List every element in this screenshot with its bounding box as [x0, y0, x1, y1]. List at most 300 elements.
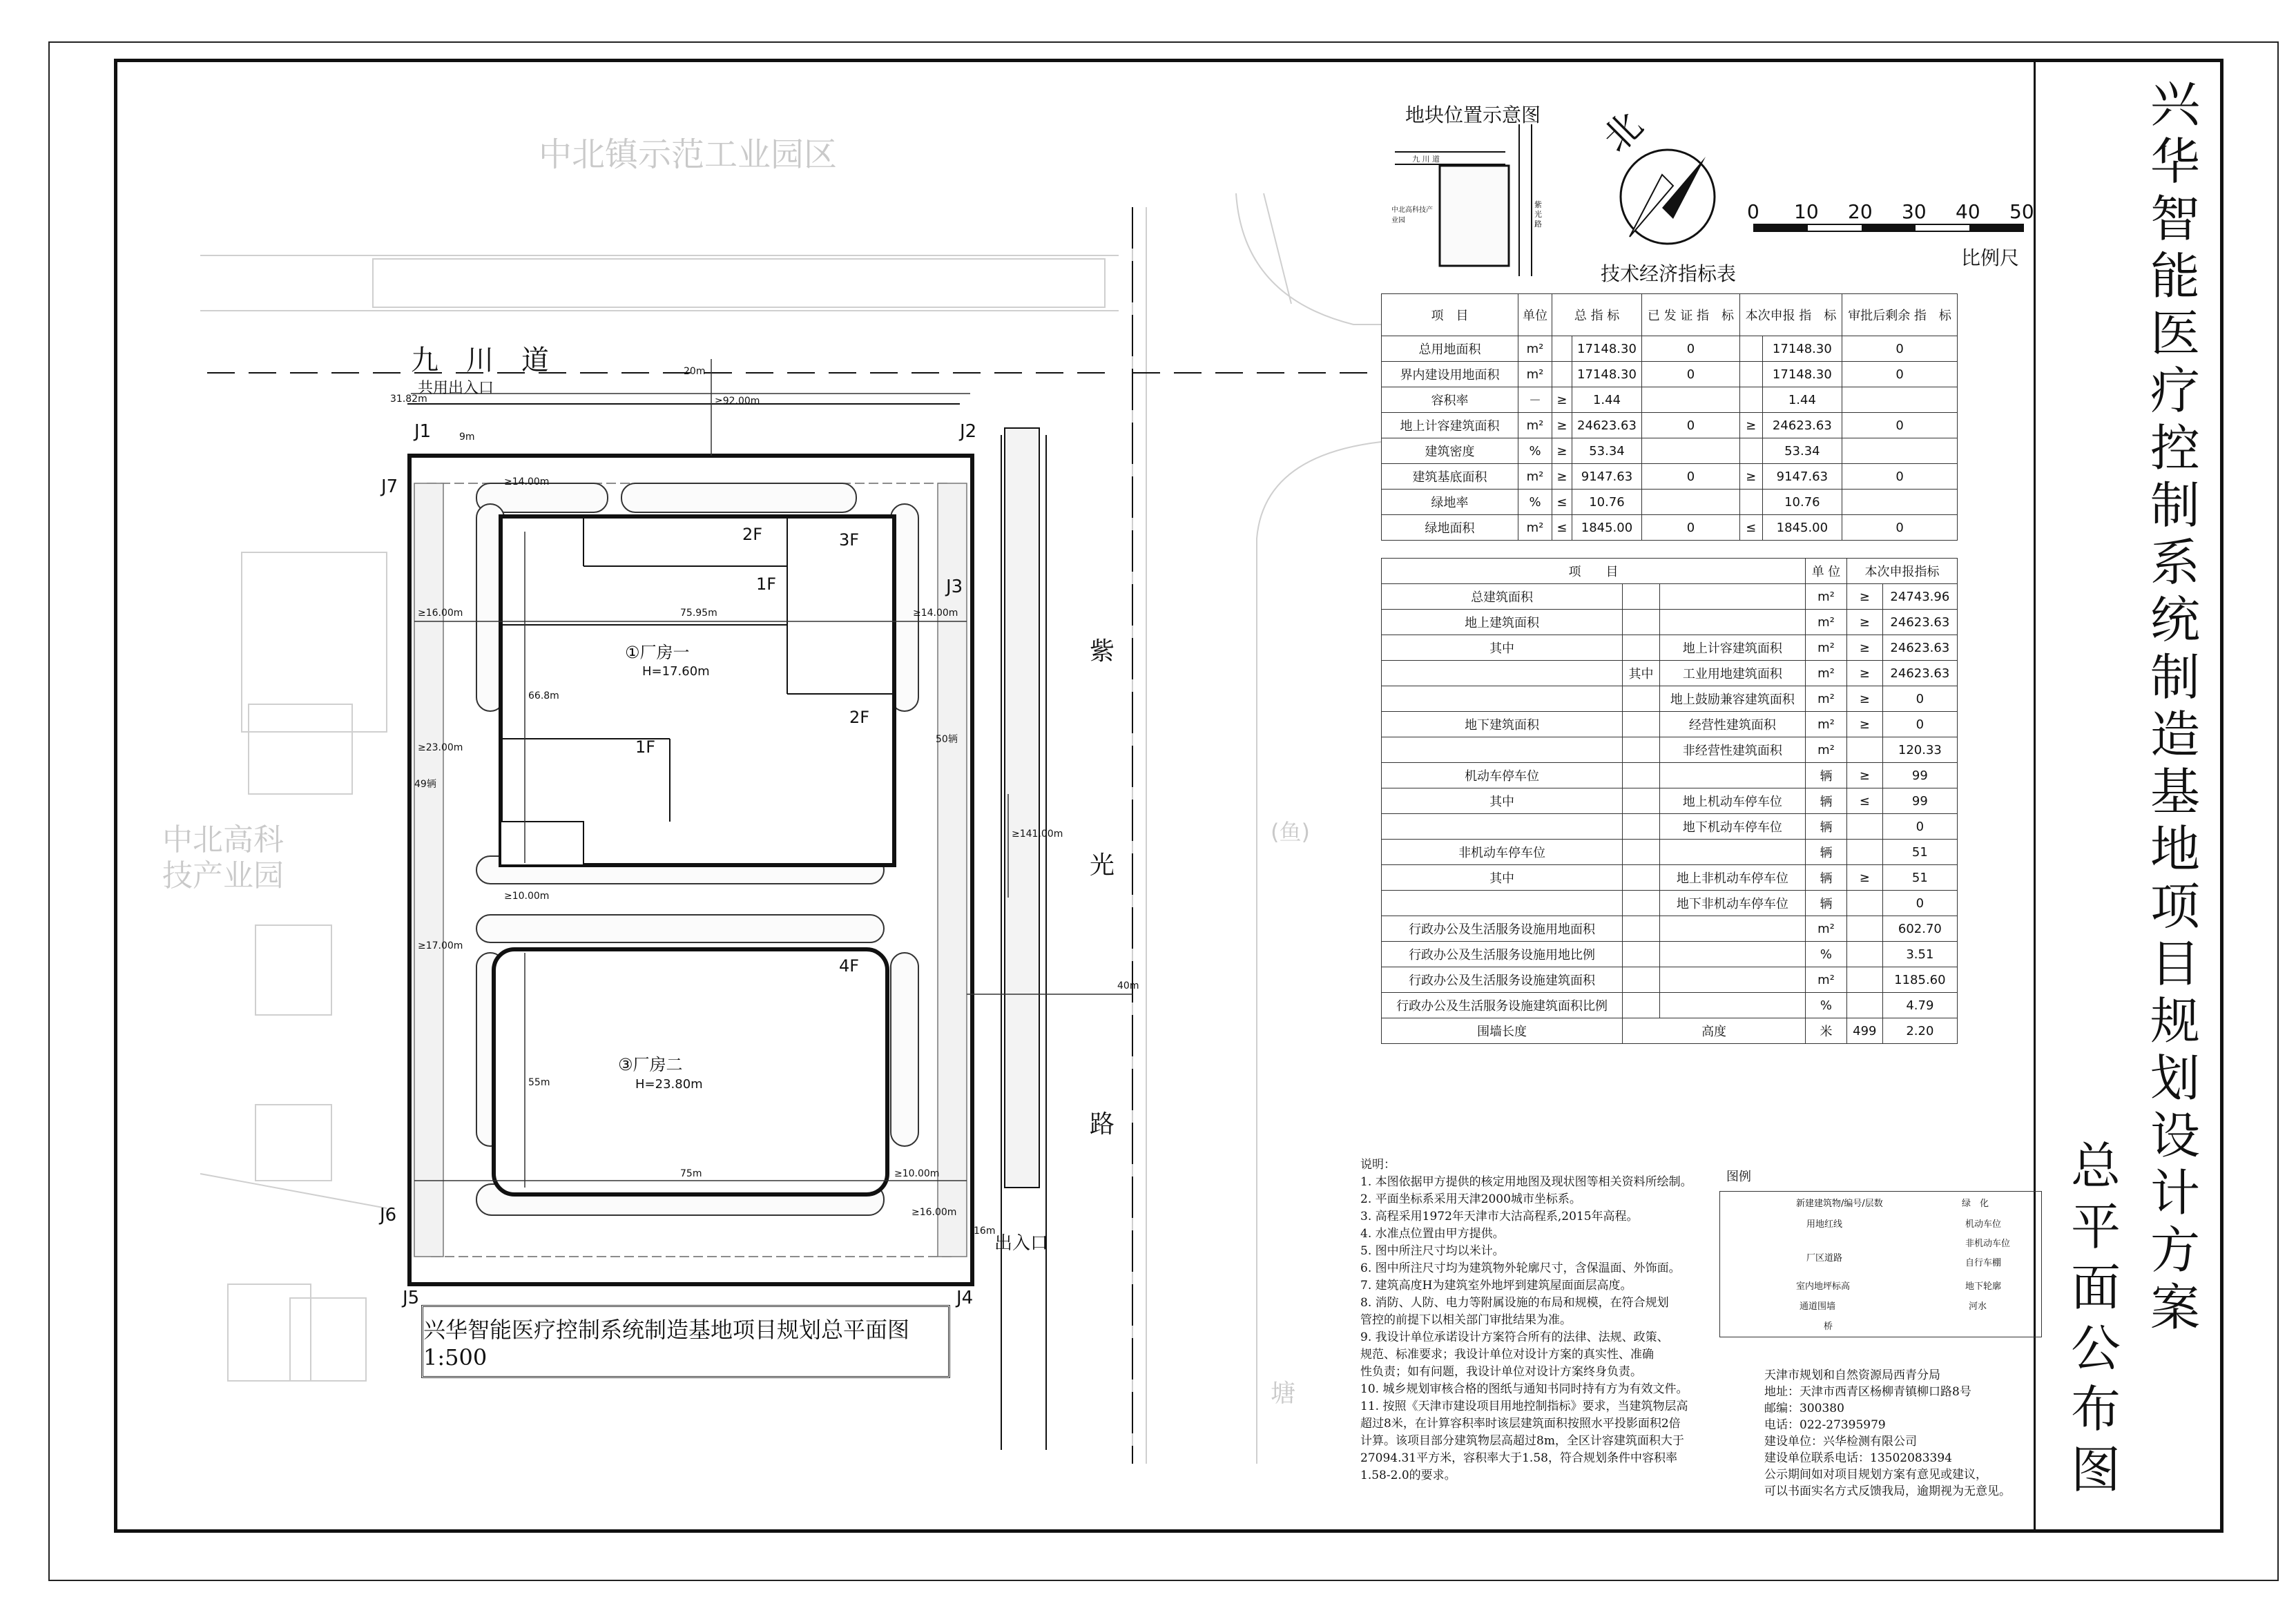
- note-line: 超过8米，在计算容积率时该层建筑面积按照水平投影面积2倍: [1360, 1417, 1681, 1431]
- entrance-label: 出入口: [994, 1233, 1049, 1254]
- table-cell: ≥: [1739, 464, 1762, 490]
- title-char: 制: [2150, 476, 2200, 534]
- table-cell: 界内建设用地面积: [1382, 362, 1518, 387]
- table-header: 单 位: [1806, 559, 1847, 584]
- table-row: [1382, 490, 1958, 515]
- scale-tick: 40: [1956, 200, 1980, 223]
- dim-label: 16m: [974, 1226, 996, 1237]
- table-cell: [1739, 336, 1762, 362]
- table-cell: 1.44: [1572, 387, 1641, 413]
- indicators-title: 技术经济指标表: [1601, 262, 1737, 285]
- table-cell: 24623.63: [1882, 635, 1957, 661]
- table-cell: ≥: [1846, 865, 1882, 891]
- title-char: 能: [2150, 247, 2200, 305]
- building-1: [501, 516, 894, 865]
- dim-label: 66.8m: [528, 690, 559, 701]
- scale-tick: 0: [1747, 200, 1759, 223]
- note-line: 2. 平面坐标系采用天津2000城市坐标系。: [1360, 1192, 1581, 1206]
- table-row: [1382, 788, 1958, 814]
- note-line: 11. 按照《天津市建设项目用地控制指标》要求，当建筑物层高: [1360, 1400, 1688, 1413]
- point-label: J2: [960, 421, 977, 442]
- title-char: 智: [2150, 190, 2200, 248]
- title-char: 图: [2070, 1441, 2121, 1499]
- table-cell: 24623.63: [1882, 661, 1957, 686]
- table-cell: 辆: [1806, 788, 1847, 814]
- table-cell: [1642, 490, 1740, 515]
- table-cell: [1382, 737, 1623, 763]
- table-cell: [1739, 490, 1762, 515]
- title-char: 项: [2150, 878, 2200, 936]
- legend-item: 绿 化: [1962, 1199, 1989, 1209]
- note-line: 4. 水准点位置由甲方提供。: [1360, 1227, 1505, 1241]
- contact-line: 公示期间如对项目规划方案有意见或建议，: [1764, 1468, 1987, 1482]
- table-cell: [1659, 942, 1805, 967]
- table-cell: [1623, 967, 1660, 993]
- table-cell: m²: [1518, 336, 1552, 362]
- table-cell: 地上鼓励兼容建筑面积: [1659, 686, 1805, 712]
- table-row: [1382, 916, 1958, 942]
- legend-item: 非机动车位: [1965, 1239, 2011, 1249]
- table-cell: 24623.63: [1882, 610, 1957, 635]
- road-label-jiuchuan: 九 川 道: [411, 345, 549, 376]
- title-char: 地: [2150, 820, 2200, 878]
- notes-block: [1360, 1156, 1719, 1484]
- table-cell: [1623, 916, 1660, 942]
- table-cell: [1842, 490, 1958, 515]
- table-cell: m²: [1806, 584, 1847, 610]
- scale-tick: 50: [2009, 200, 2034, 223]
- table-cell: 0: [1642, 515, 1740, 541]
- point-label: J4: [956, 1288, 974, 1308]
- table-cell: [1382, 661, 1623, 686]
- table-row: [1382, 840, 1958, 865]
- table-cell: 高度: [1623, 1018, 1806, 1044]
- title-char: 控: [2150, 419, 2200, 477]
- table-row: [1382, 515, 1958, 541]
- contact-line: 邮编：300380: [1764, 1402, 1844, 1415]
- table-row: [1382, 413, 1958, 438]
- floor-label: 2F: [742, 525, 763, 544]
- table-cell: 99: [1882, 763, 1957, 788]
- table-cell: [1846, 814, 1882, 840]
- table-cell: [1382, 686, 1623, 712]
- table-cell: 辆: [1806, 763, 1847, 788]
- table-cell: m²: [1806, 661, 1847, 686]
- table-cell: [1846, 942, 1882, 967]
- vertical-title: [2134, 76, 2217, 1337]
- dim-label: 9m: [459, 432, 475, 443]
- dim-label: ≥92.00m: [715, 396, 760, 407]
- table-cell: ≤: [1846, 788, 1882, 814]
- table-cell: 围墙长度: [1382, 1018, 1623, 1044]
- table-cell: ≥: [1552, 464, 1572, 490]
- table-cell: 0: [1882, 686, 1957, 712]
- table-header: 项 目: [1382, 559, 1806, 584]
- dim-label: ≥141.00m: [1012, 829, 1063, 840]
- table-cell: 17148.30: [1762, 362, 1842, 387]
- table-cell: 1845.00: [1572, 515, 1641, 541]
- table-cell: ≥: [1846, 661, 1882, 686]
- table-row: [1382, 737, 1958, 763]
- road-label-ziguang-2: 光: [1090, 851, 1115, 880]
- contact-line: 地址：天津市西青区杨柳青镇柳口路8号: [1764, 1385, 1971, 1399]
- table-row: [1382, 942, 1958, 967]
- locator-park: 中北高科技产业园: [1391, 206, 1433, 224]
- legend-item: 通道围墙: [1800, 1301, 1836, 1312]
- legend-item: 地下轮廓: [1965, 1281, 2002, 1292]
- locator-road2: 紫光路: [1534, 200, 1542, 229]
- table-cell: ≥: [1846, 584, 1882, 610]
- table-cell: ≥: [1846, 763, 1882, 788]
- park-label-left-1: 中北高科: [162, 822, 284, 858]
- table-cell: 0: [1642, 336, 1740, 362]
- table-cell: 0: [1882, 712, 1957, 737]
- title-char: 设: [2150, 1107, 2200, 1165]
- table-cell: 10.76: [1762, 490, 1842, 515]
- table-cell: [1846, 737, 1882, 763]
- legend-item: 机动车位: [1965, 1219, 2002, 1230]
- contact-block: [1764, 1367, 2011, 1500]
- table-cell: 9147.63: [1572, 464, 1641, 490]
- title-char: 面: [2070, 1259, 2121, 1317]
- table-header: 单位: [1518, 294, 1552, 336]
- table-cell: 602.70: [1882, 916, 1957, 942]
- table-cell: %: [1518, 438, 1552, 464]
- table-cell: 17148.30: [1572, 336, 1641, 362]
- table-row: [1382, 686, 1958, 712]
- table-header: 总 指 标: [1552, 294, 1642, 336]
- table-cell: m²: [1806, 737, 1847, 763]
- table-row: [1382, 967, 1958, 993]
- table-cell: [1623, 993, 1660, 1018]
- dim-label: ≥16.00m: [911, 1207, 957, 1218]
- table-cell: [1659, 610, 1805, 635]
- table-cell: 地上建筑面积: [1382, 610, 1623, 635]
- table-cell: [1739, 387, 1762, 413]
- table-cell: [1623, 891, 1660, 916]
- note-line: 1.58-2.0的要求。: [1360, 1469, 1456, 1482]
- table-cell: 辆: [1806, 865, 1847, 891]
- legend-item: 桥: [1824, 1321, 1833, 1332]
- table-row: [1382, 610, 1958, 635]
- title-char: 医: [2150, 304, 2200, 362]
- table-cell: 0: [1842, 336, 1958, 362]
- table-cell: 10.76: [1572, 490, 1641, 515]
- table-row: [1382, 865, 1958, 891]
- legend-box: [1719, 1191, 2042, 1337]
- floor-label: 4F: [839, 956, 860, 976]
- table-header-row: [1382, 559, 1958, 584]
- park-label-left-2: 技产业园: [162, 858, 284, 893]
- floor-label: 2F: [849, 708, 870, 727]
- title-char: 疗: [2150, 362, 2200, 420]
- table-cell: m²: [1806, 686, 1847, 712]
- table-cell: [1642, 438, 1740, 464]
- legend-item: 室内地坪标高: [1796, 1281, 1851, 1292]
- table-cell: 24623.63: [1572, 413, 1641, 438]
- table-cell: m²: [1518, 515, 1552, 541]
- table-cell: [1382, 814, 1623, 840]
- table-cell: 1.44: [1762, 387, 1842, 413]
- table-row: [1382, 387, 1958, 413]
- locator-road: 九 川 道: [1412, 155, 1440, 164]
- table-cell: 其中: [1382, 788, 1623, 814]
- note-line: 规范、标准要求；我设计单位对设计方案的真实性、准确: [1360, 1348, 1654, 1362]
- table-cell: 行政办公及生活服务设施建筑面积: [1382, 967, 1623, 993]
- dim-label: ≥23.00m: [418, 742, 463, 753]
- table-cell: [1623, 788, 1660, 814]
- note-line: 5. 图中所注尺寸均以米计。: [1360, 1244, 1505, 1258]
- point-label: J1: [414, 421, 432, 442]
- title-char: 公: [2070, 1319, 2121, 1377]
- road-jiuchuan: [207, 373, 1374, 404]
- building1-name: ①厂房一: [625, 643, 690, 662]
- table-row: [1382, 763, 1958, 788]
- table-cell: [1623, 635, 1660, 661]
- table-row: [1382, 1018, 1958, 1044]
- fish-label: (鱼): [1271, 819, 1310, 845]
- table-header: 本次申报 指 标: [1739, 294, 1842, 336]
- table-cell: 4.79: [1882, 993, 1957, 1018]
- table-cell: 24623.63: [1762, 413, 1842, 438]
- dim-label: 55m: [528, 1077, 550, 1088]
- table-cell: ≥: [1846, 635, 1882, 661]
- note-line: 27094.31平方米，容积率大于1.58，符合规划条件中容积率: [1360, 1451, 1677, 1465]
- table-cell: 行政办公及生活服务设施用地比例: [1382, 942, 1623, 967]
- legend-item: 厂区道路: [1806, 1253, 1843, 1263]
- dim-label: ≥16.00m: [418, 608, 463, 619]
- table-cell: 行政办公及生活服务设施建筑面积比例: [1382, 993, 1623, 1018]
- note-line: 7. 建筑高度H为建筑室外地坪到建筑屋面面层高度。: [1360, 1279, 1632, 1292]
- dim-label: ≥10.00m: [894, 1168, 940, 1179]
- table-cell: 9147.63: [1762, 464, 1842, 490]
- note-line: 管控的前提下以相关部门审批结果为准。: [1360, 1313, 1572, 1327]
- dim-label: 20m: [684, 366, 706, 377]
- note-line: 1. 本图依据甲方提供的核定用地图及现状图等相关资料所绘制。: [1360, 1175, 1692, 1189]
- table-cell: m²: [1806, 916, 1847, 942]
- table-row: [1382, 438, 1958, 464]
- table-cell: 3.51: [1882, 942, 1957, 967]
- table-cell: [1659, 584, 1805, 610]
- table-cell: m²: [1518, 464, 1552, 490]
- table-cell: [1623, 686, 1660, 712]
- north-arrow-graphic: [1621, 150, 1715, 244]
- table-cell: 非经营性建筑面积: [1659, 737, 1805, 763]
- table-cell: [1623, 763, 1660, 788]
- table-cell: 绿地率: [1382, 490, 1518, 515]
- table-cell: ≥: [1552, 413, 1572, 438]
- table-cell: 51: [1882, 840, 1957, 865]
- table-cell: －: [1518, 387, 1552, 413]
- table-cell: m²: [1806, 610, 1847, 635]
- table-cell: 24743.96: [1882, 584, 1957, 610]
- table-cell: ≥: [1846, 686, 1882, 712]
- table-cell: 地下非机动车停车位: [1659, 891, 1805, 916]
- table-cell: ≤: [1552, 490, 1572, 515]
- note-line: 3. 高程采用1972年天津市大沽高程系,2015年高程。: [1360, 1210, 1639, 1223]
- table-cell: 120.33: [1882, 737, 1957, 763]
- note-line: 10. 城乡规划审核合格的图纸与通知书同时持有方为有效文件。: [1360, 1382, 1688, 1396]
- contact-line: 天津市规划和自然资源局西青分局: [1764, 1368, 1940, 1382]
- point-label: J3: [946, 577, 963, 597]
- table-cell: 非机动车停车位: [1382, 840, 1623, 865]
- building2-height: H=23.80m: [635, 1077, 703, 1092]
- table-header-row: [1382, 294, 1958, 336]
- table-cell: m²: [1518, 413, 1552, 438]
- table-row: [1382, 362, 1958, 387]
- title-char: 系: [2150, 534, 2200, 592]
- table-cell: ≥: [1552, 438, 1572, 464]
- table-cell: 0: [1642, 464, 1740, 490]
- legend-item: 河水: [1969, 1301, 1987, 1312]
- table-cell: 米: [1806, 1018, 1847, 1044]
- table-cell: [1739, 362, 1762, 387]
- note-line: 6. 图中所注尺寸均为建筑物外轮廓尺寸，含保温面、外饰面。: [1360, 1261, 1681, 1275]
- north-label: 北: [1594, 103, 1652, 161]
- table-cell: [1846, 967, 1882, 993]
- table-cell: 2.20: [1882, 1018, 1957, 1044]
- dim-label: ≥14.00m: [504, 476, 550, 487]
- table-cell: 499: [1846, 1018, 1882, 1044]
- table-cell: 总建筑面积: [1382, 584, 1623, 610]
- table-cell: [1552, 336, 1572, 362]
- table-cell: 53.34: [1572, 438, 1641, 464]
- table-cell: [1659, 916, 1805, 942]
- table-cell: 容积率: [1382, 387, 1518, 413]
- table-header: 已 发 证 指 标: [1642, 294, 1740, 336]
- title-char: 计: [2150, 1164, 2200, 1222]
- vertical-subtitle: [2054, 1136, 2137, 1500]
- table-row: [1382, 635, 1958, 661]
- table-cell: 0: [1842, 413, 1958, 438]
- contact-line: 建设单位联系电话：13502083394: [1764, 1451, 1952, 1465]
- indicators-table-1: [1381, 293, 1958, 541]
- scale-label: 比例尺: [1961, 246, 2020, 269]
- floor-label: 3F: [839, 530, 860, 550]
- title-char: 造: [2150, 706, 2200, 764]
- table-cell: 建筑基底面积: [1382, 464, 1518, 490]
- title-char: 方: [2150, 1221, 2200, 1279]
- title-char: 案: [2150, 1279, 2200, 1337]
- title-char: 统: [2150, 591, 2200, 649]
- title-char: 兴: [2150, 75, 2200, 133]
- pond-label: 塘: [1271, 1379, 1296, 1408]
- table-cell: 0: [1842, 362, 1958, 387]
- table-cell: m²: [1806, 635, 1847, 661]
- contact-line: 电话：022-27395979: [1764, 1418, 1886, 1432]
- plan-title: 兴华智能医疗控制系统制造基地项目规划总平面图1:500: [421, 1305, 950, 1378]
- contact-line: 可以书面实名方式反馈我局，逾期视为无意见。: [1764, 1484, 2011, 1498]
- scale-tick: 20: [1848, 200, 1873, 223]
- table-cell: 其中: [1382, 635, 1623, 661]
- table-cell: 17148.30: [1572, 362, 1641, 387]
- legend-title: 图例: [1726, 1170, 1751, 1184]
- shared-entrance-label: 共用出入口: [418, 380, 494, 397]
- table-cell: 0: [1882, 814, 1957, 840]
- table-cell: 17148.30: [1762, 336, 1842, 362]
- building2-name: ③厂房二: [618, 1055, 683, 1074]
- table-row: [1382, 993, 1958, 1018]
- dim-label: ≥10.00m: [504, 891, 550, 902]
- table-cell: %: [1518, 490, 1552, 515]
- table-row: [1382, 891, 1958, 916]
- table-cell: m²: [1806, 712, 1847, 737]
- table-cell: 0: [1842, 464, 1958, 490]
- table-cell: [1659, 763, 1805, 788]
- table-cell: 机动车停车位: [1382, 763, 1623, 788]
- table-row: [1382, 814, 1958, 840]
- table-cell: 99: [1882, 788, 1957, 814]
- table-cell: m²: [1806, 967, 1847, 993]
- table-cell: [1623, 814, 1660, 840]
- table-cell: [1623, 584, 1660, 610]
- table-cell: 1185.60: [1882, 967, 1957, 993]
- dim-label: 50辆: [936, 734, 958, 745]
- dim-label: 31.82m: [390, 394, 427, 405]
- title-char: 基: [2150, 763, 2200, 821]
- note-line: 计算。该项目部分建筑物层高超过8m，全区计容建筑面积大于: [1360, 1434, 1684, 1448]
- table-cell: 总用地面积: [1382, 336, 1518, 362]
- table-cell: [1623, 712, 1660, 737]
- floor-label: 1F: [635, 737, 656, 757]
- table-cell: %: [1806, 993, 1847, 1018]
- table-cell: ≥: [1846, 610, 1882, 635]
- table-cell: [1842, 387, 1958, 413]
- table-cell: 0: [1642, 362, 1740, 387]
- title-char: 目: [2150, 935, 2200, 993]
- note-line: 性负责；如有问题，我设计单位对设计方案终身负责。: [1360, 1365, 1642, 1379]
- locator-title: 地块位置示意图: [1405, 104, 1541, 126]
- table-cell: [1623, 610, 1660, 635]
- table-cell: 0: [1642, 413, 1740, 438]
- table-cell: ≤: [1739, 515, 1762, 541]
- table-cell: [1382, 891, 1623, 916]
- locator-sketch: [1395, 124, 1532, 276]
- legend-item: 自行车棚: [1965, 1258, 2002, 1268]
- table-cell: [1659, 993, 1805, 1018]
- table-cell: 地下建筑面积: [1382, 712, 1623, 737]
- table-cell: m²: [1518, 362, 1552, 387]
- scale-bar-graphic: [1754, 224, 2023, 231]
- table-row: [1382, 712, 1958, 737]
- road-label-ziguang-3: 路: [1090, 1110, 1115, 1139]
- note-line: 8. 消防、人防、电力等附属设施的布局和规模，在符合规划: [1360, 1296, 1669, 1310]
- table-cell: 地上计容建筑面积: [1382, 413, 1518, 438]
- point-label: J5: [403, 1288, 420, 1308]
- table-cell: 地上机动车停车位: [1659, 788, 1805, 814]
- table-cell: 1845.00: [1762, 515, 1842, 541]
- table-cell: ≥: [1552, 387, 1572, 413]
- table-cell: 辆: [1806, 814, 1847, 840]
- title-char: 划: [2150, 1049, 2200, 1107]
- note-line: 9. 我设计单位承诺设计方案符合所有的法律、法规、政策、: [1360, 1330, 1669, 1344]
- table-cell: 51: [1882, 865, 1957, 891]
- building1-height: H=17.60m: [642, 664, 710, 679]
- table-header: 项 目: [1382, 294, 1518, 336]
- road-label-ziguang-1: 紫: [1090, 637, 1115, 666]
- table-cell: %: [1806, 942, 1847, 967]
- legend-item: 用地红线: [1806, 1219, 1843, 1230]
- dim-label: 40m: [1117, 980, 1139, 991]
- indicators-table-2: [1381, 558, 1958, 1044]
- table-cell: 其中: [1382, 865, 1623, 891]
- dim-label: 75.95m: [680, 608, 717, 619]
- table-cell: 0: [1882, 891, 1957, 916]
- point-label: J7: [381, 476, 398, 497]
- table-cell: 辆: [1806, 840, 1847, 865]
- table-cell: 其中: [1623, 661, 1660, 686]
- note-line: 说明：: [1360, 1158, 1396, 1172]
